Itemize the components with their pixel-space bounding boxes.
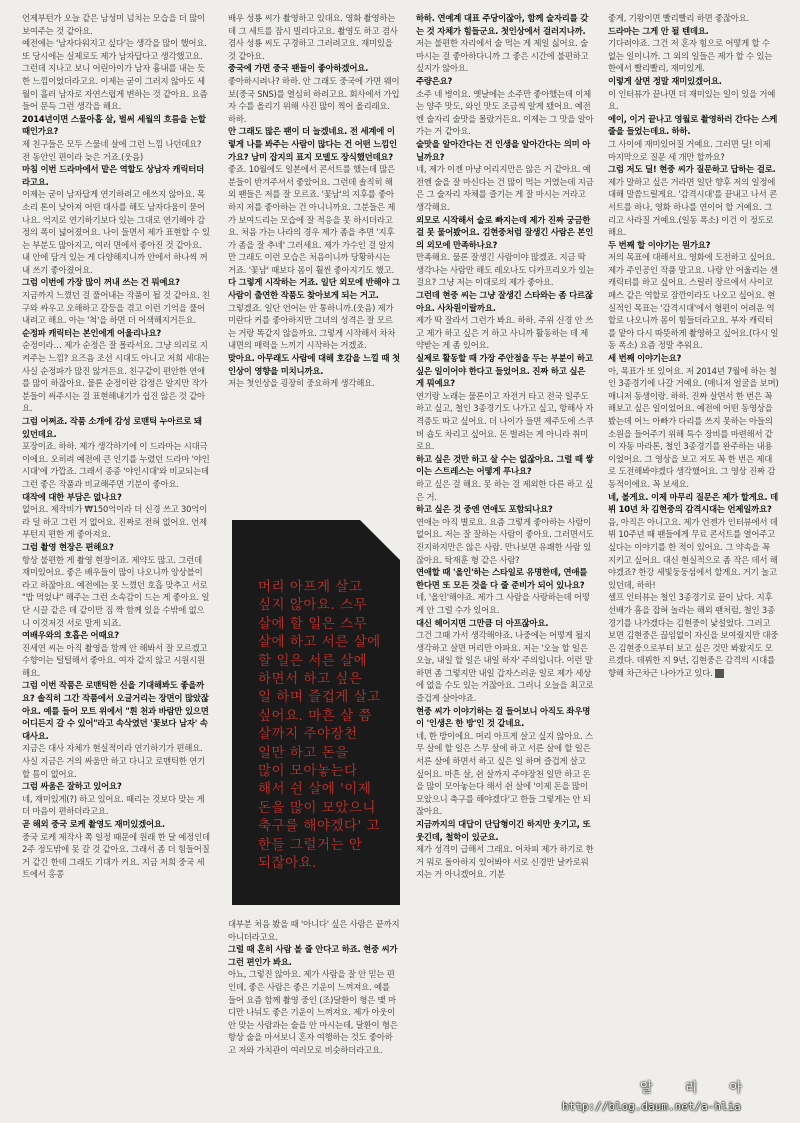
qa-block bbox=[228, 352, 400, 390]
qa-block bbox=[22, 327, 210, 415]
interview-question: 세 번째 이야기는요? bbox=[608, 353, 682, 364]
qa-block bbox=[228, 62, 400, 125]
interview-question: 2014년이면 스물아홉 살, 벌써 세월의 흐름을 논할 때인가요? bbox=[22, 113, 206, 137]
interview-question: 다 그렇게 시작하는 거죠. 일단 외모에 반해야 그 사람이 출연한 작품도 찾아보게 되는 거고. bbox=[228, 277, 400, 301]
pull-quote-corner-cut bbox=[360, 520, 400, 560]
interview-question: 그럴 때 혼히 사람 볼 줄 안다고 하죠. 현중 씨가 그런 편인가 봐요. bbox=[228, 944, 398, 967]
interview-question: 에이, 이거 끝나고 영월로 촬영하러 간다는 스케줄을 들었는데요. 하하. bbox=[608, 113, 778, 137]
qa-block bbox=[416, 705, 594, 818]
interview-answer: 대부분 처음 봤을 때 '아니다' 싶은 사람은 끝까지 아니더라고요. bbox=[228, 919, 400, 942]
qa-block bbox=[228, 125, 400, 276]
interview-question: 그럼 이번 작품은 로맨틱한 신을 기대해봐도 좋을까요? 솔직히 그간 작품에서 오글거리는 장면이 많았잖아요. 예를 들어 모트 위에서 "흰 천과 바람만 있으면 어디든지 갈 수 있어"라고 속삭였던 '꽃보다 남자' 속 대사요. bbox=[22, 680, 209, 741]
qa-block bbox=[22, 113, 210, 163]
qa-block bbox=[608, 352, 780, 491]
interview-answer: 제가 말하고 싶은 거라면 일단 향후 저의 일정에 대해 말씀드릴게요. '감격시대'를 끝내고 나서 콘서트를 하나, 영화 하나를 연이어 할 거예요. 그리고 사라질 거예요.(일동 폭소) 이건 이 정도로 해요. bbox=[608, 176, 777, 238]
interview-question: 지금까지의 대답이 단답형이긴 하지만 웃기고, 또 웃긴데, 철학이 있군요. bbox=[416, 819, 591, 842]
watermark-name: 알 리 아 bbox=[640, 1081, 756, 1096]
interview-answer: 만족해요. 물론 잘생긴 사람이야 많겠죠. 지금 딱 생각나는 사람만 해도 레오나도 디카프리오가 있는걸요? 그냥 저는 이대로의 제가 좋아요. bbox=[416, 252, 594, 288]
interview-answer: 배우 성룡 씨가 촬영하고 있대요. 영화 촬영하는데 그 세트를 잠시 빌리다고요. 촬영도 하고 겸사겸사 성룡 씨도 구경하고 그러려고요. 재미있을 것 같아요. bbox=[228, 13, 398, 61]
interview-answer: 언제부턴가 오늘 같은 남성미 넘치는 모습을 더 많이 보여주는 것 같아요. bbox=[22, 13, 205, 36]
text-column-2 bbox=[228, 12, 400, 512]
qa-block bbox=[608, 25, 780, 75]
watermark-url: http://blog.daum.net/a-hlia bbox=[562, 1100, 741, 1113]
qa-block bbox=[416, 352, 594, 453]
qa-block bbox=[416, 617, 594, 705]
interview-answer: 아, 목표가 또 있어요. 저 2014년 7월에 하는 철인 3종경기에 나갈 거예요. (매니저 얼굴을 보며) 매니저 동생이랑. 하하. 진짜 살면서 한 번은 꼭 해보고 싶은 일이었어요. 예전에 어떤 동영상을 봤는데 어느 아빠가 다리를 쓰지 못하는 아들의 소원을 들어주기 위해 특수 장비를 마련해서 같이 자동 마라톤, 철인 3종경기를 완주하는 내용이었어요. 그 영상을 보고 저도 꼭 한 번은 제대로 도전해봐야겠다 생각했어요. 그 영상 진짜 감동적이에요. 꼭 보세요. bbox=[608, 365, 779, 489]
interview-answer: 셀프 인터뷰는 철인 3종경기로 끝이 났다. 지후 선배가 흠을 잡혀 놀라는 해외 팬처럼, 철인 3종경기를 나가겠다는 김현중이 낯설었다. 그러고 보면 김현중은 끊임없이 자신을 보여줬지만 대중은 김현중으로부터 보고 싶은 것만 봐왔지도 모르겠다. 데뷔한 지 9년, 김현중은 감격의 시대를 향해 차근차근 나아가고 있다. bbox=[608, 592, 779, 678]
qa-block bbox=[228, 276, 400, 352]
interview-answer: 저의 목표에 대해서요. 영화에 도전하고 싶어요. 제가 주인공인 작품 말고요. 나랑 안 어울리는 센 캐릭터를 하고 싶어요. 스릴러 장르에서 사이코패스 같은 역할로 잠깐이라도 나오고 싶어요. 현실적인 목표는 '감격시대'에서 형편이 어려운 역할로 나오니까 몸이 힘들더라고요. 부자 캐릭터를 맡아 다시 따뜻하게 촬영하고 싶어요.(다시 일동 폭소) 요즘 정말 추워요. bbox=[608, 252, 779, 351]
interview-answer: 좋죠. 10월에도 일본에서 콘서트를 했는데 많은 분들이 반겨주셔서 좋았어요. 그런데 솔직히 해외 팬들은 저를 잘 모르죠. '꽃남'의 지후를 좋아하지 저를 좋아하는 건 아니니까요. 그분들은 제가 보여드리는 모습에 잘 적응을 못 하시더라고요. 처음 가는 나라의 경우 제가 좀을 추면 '지후가 좀을 잘 추네' 그러세요. 제가 가수인 걸 알지만 그래도 이런 모습은 처음이니까 당황하시는 거죠. '꽃남' 때보다 몸이 훨씬 좋아지기도 했고. bbox=[228, 164, 396, 275]
interview-answer: 중국 로케 제작사 쪽 일정 때문에 원래 한 달 예정인데 2주 정도밖에 못 갈 것 같아요. 그래서 좀 더 힘들어질 거 같긴 한데 그래도 기대가 커요. 지금 저희 중국 세트에서 홍콩 bbox=[22, 831, 210, 880]
qa-block bbox=[22, 679, 210, 780]
interview-answer: 포장이죠. 하하. 제가 생각하기에 이 드라마는 시대극이에요. 오히려 예전에 큰 인기를 누렸던 드라마 '야인시대'에 가깝죠. 그래서 종종 '야인시대'와 비교되는데 그런 좋은 작품과 비교해주면 기분이 좋아요. bbox=[22, 441, 210, 489]
pull-quote-box bbox=[232, 520, 400, 905]
interview-answer: 지금은 대사 자체가 현실적이라 연기하기가 편해요. 사실 지금은 거의 싸움만 하고 다니고 로맨틱한 연기할 틈이 없어요. bbox=[22, 743, 205, 779]
interview-answer: 네, '올인'해야죠. 제가 그 사람을 사랑하는데 어떻게 안 그럴 수가 있어요. bbox=[416, 592, 590, 615]
interview-question: 안 그래도 많은 팬이 더 늘겠네요. 전 세계에 이렇게 나를 봐주는 사람이 많다는 건 어떤 느낌인가요? 남미 잡지의 표지 모델도 장식했던데요? bbox=[228, 126, 397, 162]
qa-block bbox=[608, 113, 780, 163]
interview-answer: 이 인터뷰가 끝나면 더 재미있는 일이 있을 거예요. bbox=[608, 88, 776, 112]
qa-block bbox=[22, 276, 210, 326]
interview-question: 하고 싶은 것만 하고 살 수는 없잖아요. 그럴 때 쌓이는 스트레스는 어떻게 푸나요? bbox=[416, 453, 594, 477]
qa-block bbox=[22, 491, 210, 541]
qa-block bbox=[416, 453, 594, 503]
interview-question: 대신 헤어지면 그만큼 더 아프잖아요. bbox=[416, 617, 549, 628]
qa-block bbox=[22, 780, 210, 818]
interview-answer: 제가 딱 잘라서 그런가 봐요. 하하. 주위 신경 안 쓰고 제가 하고 싶은 거 하고 사니까 활동하는 데 제약받는 게 좀 있어요. bbox=[416, 315, 593, 351]
interview-question: 현중 씨가 이야기하는 걸 들어보니 아직도 좌우명이 '인생은 한 방'인 것 같네요. bbox=[416, 705, 591, 729]
qa-block bbox=[22, 37, 210, 113]
interview-question: 그럼 싸움은 잘하고 있어요? bbox=[22, 781, 122, 792]
qa-block bbox=[22, 12, 210, 37]
interview-answer: 음, 아직은 아니고요. 제가 언젠가 인터뷰에서 데뷔 10주년 때 팬들에게 무료 콘서트를 열어주고 싶다는 이야기를 한 적이 있어요. 그 약속을 꼭 지키고 싶어요. 대신 현실적으로 좀 작은 데서 해야겠죠? 한강 세빛둥둥섬에서 할게요. 거기 놀고 있던데, 하하! bbox=[608, 516, 778, 590]
interview-answer: 좋아하시려나? 하하. 안 그래도 중국에 가면 웨이보(중국 SNS)를 열심히 하려고요. 회사에서 가입자 수를 올리기 위해 사진 많이 찍어 올리래요. 하하. bbox=[228, 75, 400, 124]
qa-block bbox=[416, 75, 594, 138]
interview-answer: 네, 한 방이에요. 머리 아프게 살고 싶지 않아요. 스무 살에 할 일은 스무 살에 하고 서른 살에 할 일은 서른 살에 하면서 하고 싶은 일 하며 즐겁게 살고 싶어요. 마흔 살, 쉰 살까지 주야장천 일만 하고 돈을 많이 모아놓는다 해서 쉰 살에 '이제 돈을 많이 모았으니 축구를 해야겠다'고 한들 그렇게는 안 되잖아요. bbox=[416, 730, 593, 817]
interview-answer: 제가 성격이 급해서 그래요. 어차피 제가 하기로 한 거 뭐로 돌아하지 있어봐야 서로 신경만 날카로워지는 거 아니겠어요. 기분 bbox=[416, 844, 594, 880]
qa-block bbox=[228, 918, 400, 943]
qa-block bbox=[22, 415, 210, 491]
qa-block bbox=[416, 138, 594, 214]
interview-question: 하하. 연예계 대표 주당이잖아, 함께 술자리를 갖는 것 자체가 힘들군요. 첫인상에서 걸러지나까. bbox=[416, 13, 589, 36]
interview-question: 이렇게 살면 정말 재미있겠어요. bbox=[608, 75, 722, 86]
qa-block bbox=[608, 12, 780, 25]
qa-block bbox=[416, 566, 594, 616]
interview-question: 하고 싶은 것 중엔 연애도 포함되나요? bbox=[416, 504, 553, 515]
interview-answer: 그 사이에 재미있어질 거예요. 그러면 딜! 이제 마지막으로 질문 세 개만 할까요? bbox=[608, 138, 771, 162]
interview-answer: 연기랑 노래는 물론이고 자전거 타고 전국 일주도 하고 싶고, 철인 3종경기도 나가고 싶고, 항해사 자격증도 따고 싶어요. 더 나이가 들면 제주도에 스쿠버 숍도 차리고 싶어요. 돈 벌려는 게 아니라 취미로요. bbox=[416, 390, 594, 452]
interview-question: 순정파 캐릭터는 본인에게 어울리나요? bbox=[22, 327, 162, 338]
interview-answer: 아뇨, 그렇진 않아요. 제가 사람을 잘 안 믿는 편인데, 좋은 사람은 좋은 기운이 느껴져요. 예를 들어 요즘 함께 촬영 중인 (조)달환이 형은 맺 마디만 나눠도 좋은 기운이 느껴져요. 제가 아웃이 안 맞는 사람과는 술을 안 마시는데, 달환이 형은 항상 술을 마셔보니 혼자 여행하는 것도 좋아하고 저와 가치관이 여러모로 비슷하더라고요. bbox=[228, 969, 398, 1055]
interview-answer: 연애는 아직 별로요. 요즘 그렇게 좋아하는 사람이 없어요. 저는 잘 잘하는 사람이 좋아요. 그러면서도 진지하지만은 않은 사람. 만나보면 유쾌한 사람 있잖아요. 탁재훈 형 같은 사람? bbox=[416, 516, 594, 565]
qa-block bbox=[228, 943, 400, 1056]
qa-block bbox=[416, 503, 594, 566]
interview-question: 그럼 어쩌죠. 작품 소개에 감성 로맨틱 누아르로 돼 있던데요. bbox=[22, 416, 202, 439]
qa-block bbox=[416, 214, 594, 290]
qa-block bbox=[22, 629, 210, 679]
interview-answer: 순정이라… 제가 순정은 잘 몰라서요. 그냥 의리로 지켜주는 느낌? 요즈음 조선 시대도 아니고 저희 세대는 사실 순정파가 많진 않거든요. 친구같이 편안한 연애를 많이 하잖아요. 물론 순정이란 감정은 알지만 작가분들이 써주시는 걸 표현해내기가 쉽진 않은 것 같아요. bbox=[22, 340, 210, 414]
qa-block bbox=[228, 12, 400, 62]
interview-answer: 하고 싶은 걸 해요. 못 하는 걸 제외한 다른 하고 싶은 거. bbox=[416, 478, 593, 502]
qa-block bbox=[416, 289, 594, 352]
interview-answer: 그렇겠죠. 일단 언어는 안 통하니까.(웃음) 제가 미란다 커를 좋아하지만 그녀의 성격은 잘 모르는 거랑 똑같지 않을까요. 그렇게 시작해서 차차 내면의 매력을 느끼기 시작하는 거겠죠. bbox=[228, 302, 396, 351]
interview-answer: 저는 불편한 자리에서 술 먹는 게 제일 싫어요. 술 마시는 걸 좋아하다니까 그 좋은 시간에 불편하고 싶지가 않아요. bbox=[416, 38, 589, 74]
interview-question: 대작에 대한 부담은 없나요? bbox=[22, 491, 122, 502]
interview-question: 중국에 가면 중국 팬들이 좋아하겠어요. bbox=[228, 63, 369, 74]
interview-answer: 기다려야죠. 그건 저 혼자 힘으로 어떻게 할 수 없는 일이니까. 그 외의 일들은 제가 할 수 있는 한에서 빨리빨리, 재미있게. bbox=[608, 38, 773, 74]
interview-question: 외모로 시작해서 술로 빠지는데 제가 진짜 궁금한 걸 못 물어봤어요. 김현중처럼 잘생긴 사람은 본인의 외모에 만족하나요? bbox=[416, 214, 594, 250]
interview-question: 주량은요? bbox=[416, 75, 453, 86]
qa-block bbox=[608, 491, 780, 592]
qa-block bbox=[22, 541, 210, 629]
qa-block bbox=[22, 163, 210, 276]
qa-block bbox=[608, 239, 780, 352]
interview-answer: 좋게, 기왕이면 빨리빨리 하면 좋잖아요. bbox=[608, 13, 750, 23]
interview-question: 그런데 현중 씨는 그냥 잘생긴 스타와는 좀 다르잖아요. 사차원이랄까요. bbox=[416, 290, 593, 313]
qa-block bbox=[416, 818, 594, 881]
text-column-4 bbox=[608, 12, 780, 892]
interview-question: 그럼 이번에 가장 많이 꺼내 쓰는 건 뭐예요? bbox=[22, 277, 180, 288]
interview-question: 맞아요. 아무래도 사람에 대해 호감을 느낄 때 첫인상이 영향을 미치니까요. bbox=[228, 353, 400, 376]
interview-answer: 없어요. 제작비가 ₩150억이라 더 신경 쓰고 30억이라 덜 하고 그런 거 없어요. 진짜로 전혀 없어요. 언제부턴지 편한 게 좋아져요. bbox=[22, 504, 208, 540]
interview-answer: 진세연 씨는 아직 촬영을 함께 안 해봐서 잘 모르겠고 수향이는 털털해서 좋아요. 여자 같지 않고 시원시원해요. bbox=[22, 642, 208, 678]
interview-question: 네, 볼게요. 이제 마무리 질문은 제가 할게요. 데뷔 10년 차 김현중의 감격시대는 언제일까요? bbox=[608, 491, 778, 515]
interview-answer: 그건 그때 가서 생각해야죠. 나중에는 어떻게 될지 생각하고 살면 머리만 아파요. 저는 '오늘 할 일은 오늘, 내일 할 일은 내일 하자' 주의입니다. 이런 말하면 좀 그렇지만 내일 갑자스러운 일로 제가 세상에 없을 수도 있는 거잖아요. 그러니 오늘을 최고로 즐겁게 살아야죠. bbox=[416, 630, 594, 704]
qa-block bbox=[608, 75, 780, 113]
interview-answer: 항상 불편한 게 촬영 현장이죠. 제약도 많고. 그런데 재미있어요. 좋은 배우들이 많이 나오니까 앙상블이라고 하잖아요. 예전에는 못 느꼈던 호흡 맞추고 서로 "밥 먹었냐" 해주는 그런 소속감이 드는 게 좋아요. 일단 시끌 같은 데 같이만 짐 짝 함께 있을 수밖에 없으니 이것저것 서로 말게 되죠. bbox=[22, 554, 210, 628]
interview-question: 마침 이번 드라마에서 맡은 역할도 상남자 캐릭터더라고요. bbox=[22, 164, 204, 187]
interview-question: 술맛을 알아간다는 건 인생을 알아간다는 의미 아닐까요? bbox=[416, 138, 591, 162]
interview-question: 그럼 저도 딜! 현중 씨가 질문하고 답하는 걸로. bbox=[608, 164, 776, 175]
interview-question: 두 번째 할 이야기는 뭔가요? bbox=[608, 239, 711, 250]
interview-answer: 저는 첫인상을 굉장히 중요하게 생각해요. bbox=[228, 378, 375, 389]
interview-question: 연애할 때 '올인'하는 스타일로 유명한데, 연애를 한다면 또 모든 것을 다 줄 준비가 되어 있나요? bbox=[416, 567, 588, 590]
interview-question: 그럼 촬영 현장은 편해요? bbox=[22, 541, 114, 552]
end-of-article-mark bbox=[715, 669, 724, 678]
qa-block bbox=[608, 591, 780, 679]
text-column-2-continued bbox=[228, 918, 400, 1118]
text-column-3 bbox=[416, 12, 594, 1112]
interview-answer: 제 친구들은 모두 스물네 살에 그런 느낌 나던데요? 전 동안인 편이라 늦은 거죠.(웃음) bbox=[22, 138, 202, 162]
interview-answer: 소주 네 병이요. 옛날에는 소주만 좋아했는데 이제는 양주 맛도, 와인 맛도 조금씩 알게 됐어요. 예전엔 술자리 술맛을 몰랐거든요. 이제는 그 맛을 알아가는 거 같아요. bbox=[416, 88, 594, 137]
qa-block bbox=[416, 12, 594, 75]
interview-question: 드라마는 그게 안 될 텐데요. bbox=[608, 25, 709, 36]
interview-answer: 지금까지 느꼈던 걸 풀어내는 작품이 될 것 같아요. 친구와 싸우고 오해하고 갈등을 겪고 이런 기억을 풀어내려고 해요. 아는 '척'을 하면 더 어색해지거든요. bbox=[22, 290, 210, 326]
interview-answer: 이제는 굳이 남자답게 연기하려고 애쓰지 않아요. 목소리 톤이 낮아져 어떤 대사를 해도 남자다움이 묻어나요. 억지로 연기하기보다 있는 그대로 연기해야 감정의 폭이 넓어졌어요. 나이 들면서 제가 표현할 수 있는 부분도 많아지고, 여러 면에서 좋아진 것 같아요. 내 안에 담겨 있는 게 다양해지니까 안에서 하나씩 꺼내 쓰기 좋아졌어요. bbox=[22, 189, 210, 275]
interview-question: 여배우와의 호흡은 어때요? bbox=[22, 630, 119, 641]
interview-question: 실제로 활동할 때 가장 주안점을 두는 부분이 하고 싶은 일이어야 한다고 들었어요. 진짜 하고 싶은 게 뭐예요? bbox=[416, 353, 593, 389]
qa-block bbox=[608, 163, 780, 239]
qa-block bbox=[22, 818, 210, 881]
text-column-1 bbox=[22, 12, 210, 1112]
interview-question: 곧 해외 중국 로케 촬영도 재미있겠어요. bbox=[22, 819, 165, 829]
interview-answer: 네, 재미있게(?) 하고 있어요. 때리는 것보다 맞는 게 더 마음이 편하더라고요. bbox=[22, 793, 205, 817]
pull-quote-text: 머리 아프게 살고 싶지 않아요. 스무 살에 할 일은 스무 살에 하고 서른 살에 할 일은 서른 살에 하면서 하고 싶은 일 하며 즐겁게 살고 싶어요. 마흔 살 쯤 살까지 주야장천 일만 하고 돈을 많이 모아놓는다 해서 쉰 살에 '이제 돈을 많이 모았으니 축구를 해야겠다' 고 한들 그럴거는 안 되잖아요. bbox=[258, 579, 381, 872]
interview-answer: 예전에는 '남자다워지고 싶다'는 생각을 많이 했어요. 또 당시에는 실제로도 제가 남자답다고 생각했고요. 그런데 지나고 보니 어린아이가 남자 흉내를 내는 듯한 느낌이었더라고요. 이제는 굳이 그러지 않아도 세월이 흘러 남자로 자연스럽게 변하는 것 같아요. 요즘 들어 문득 그런 생각을 해요. bbox=[22, 38, 208, 112]
interview-answer: 네, 제가 이젠 마냥 어리지만은 않은 거 같아요. 예전엔 술을 잘 마신다는 건 많이 먹는 거였는데 지금은 그 술자리 자체를 즐기는 게 잘 마시는 거라고 생각해요. bbox=[416, 164, 594, 212]
